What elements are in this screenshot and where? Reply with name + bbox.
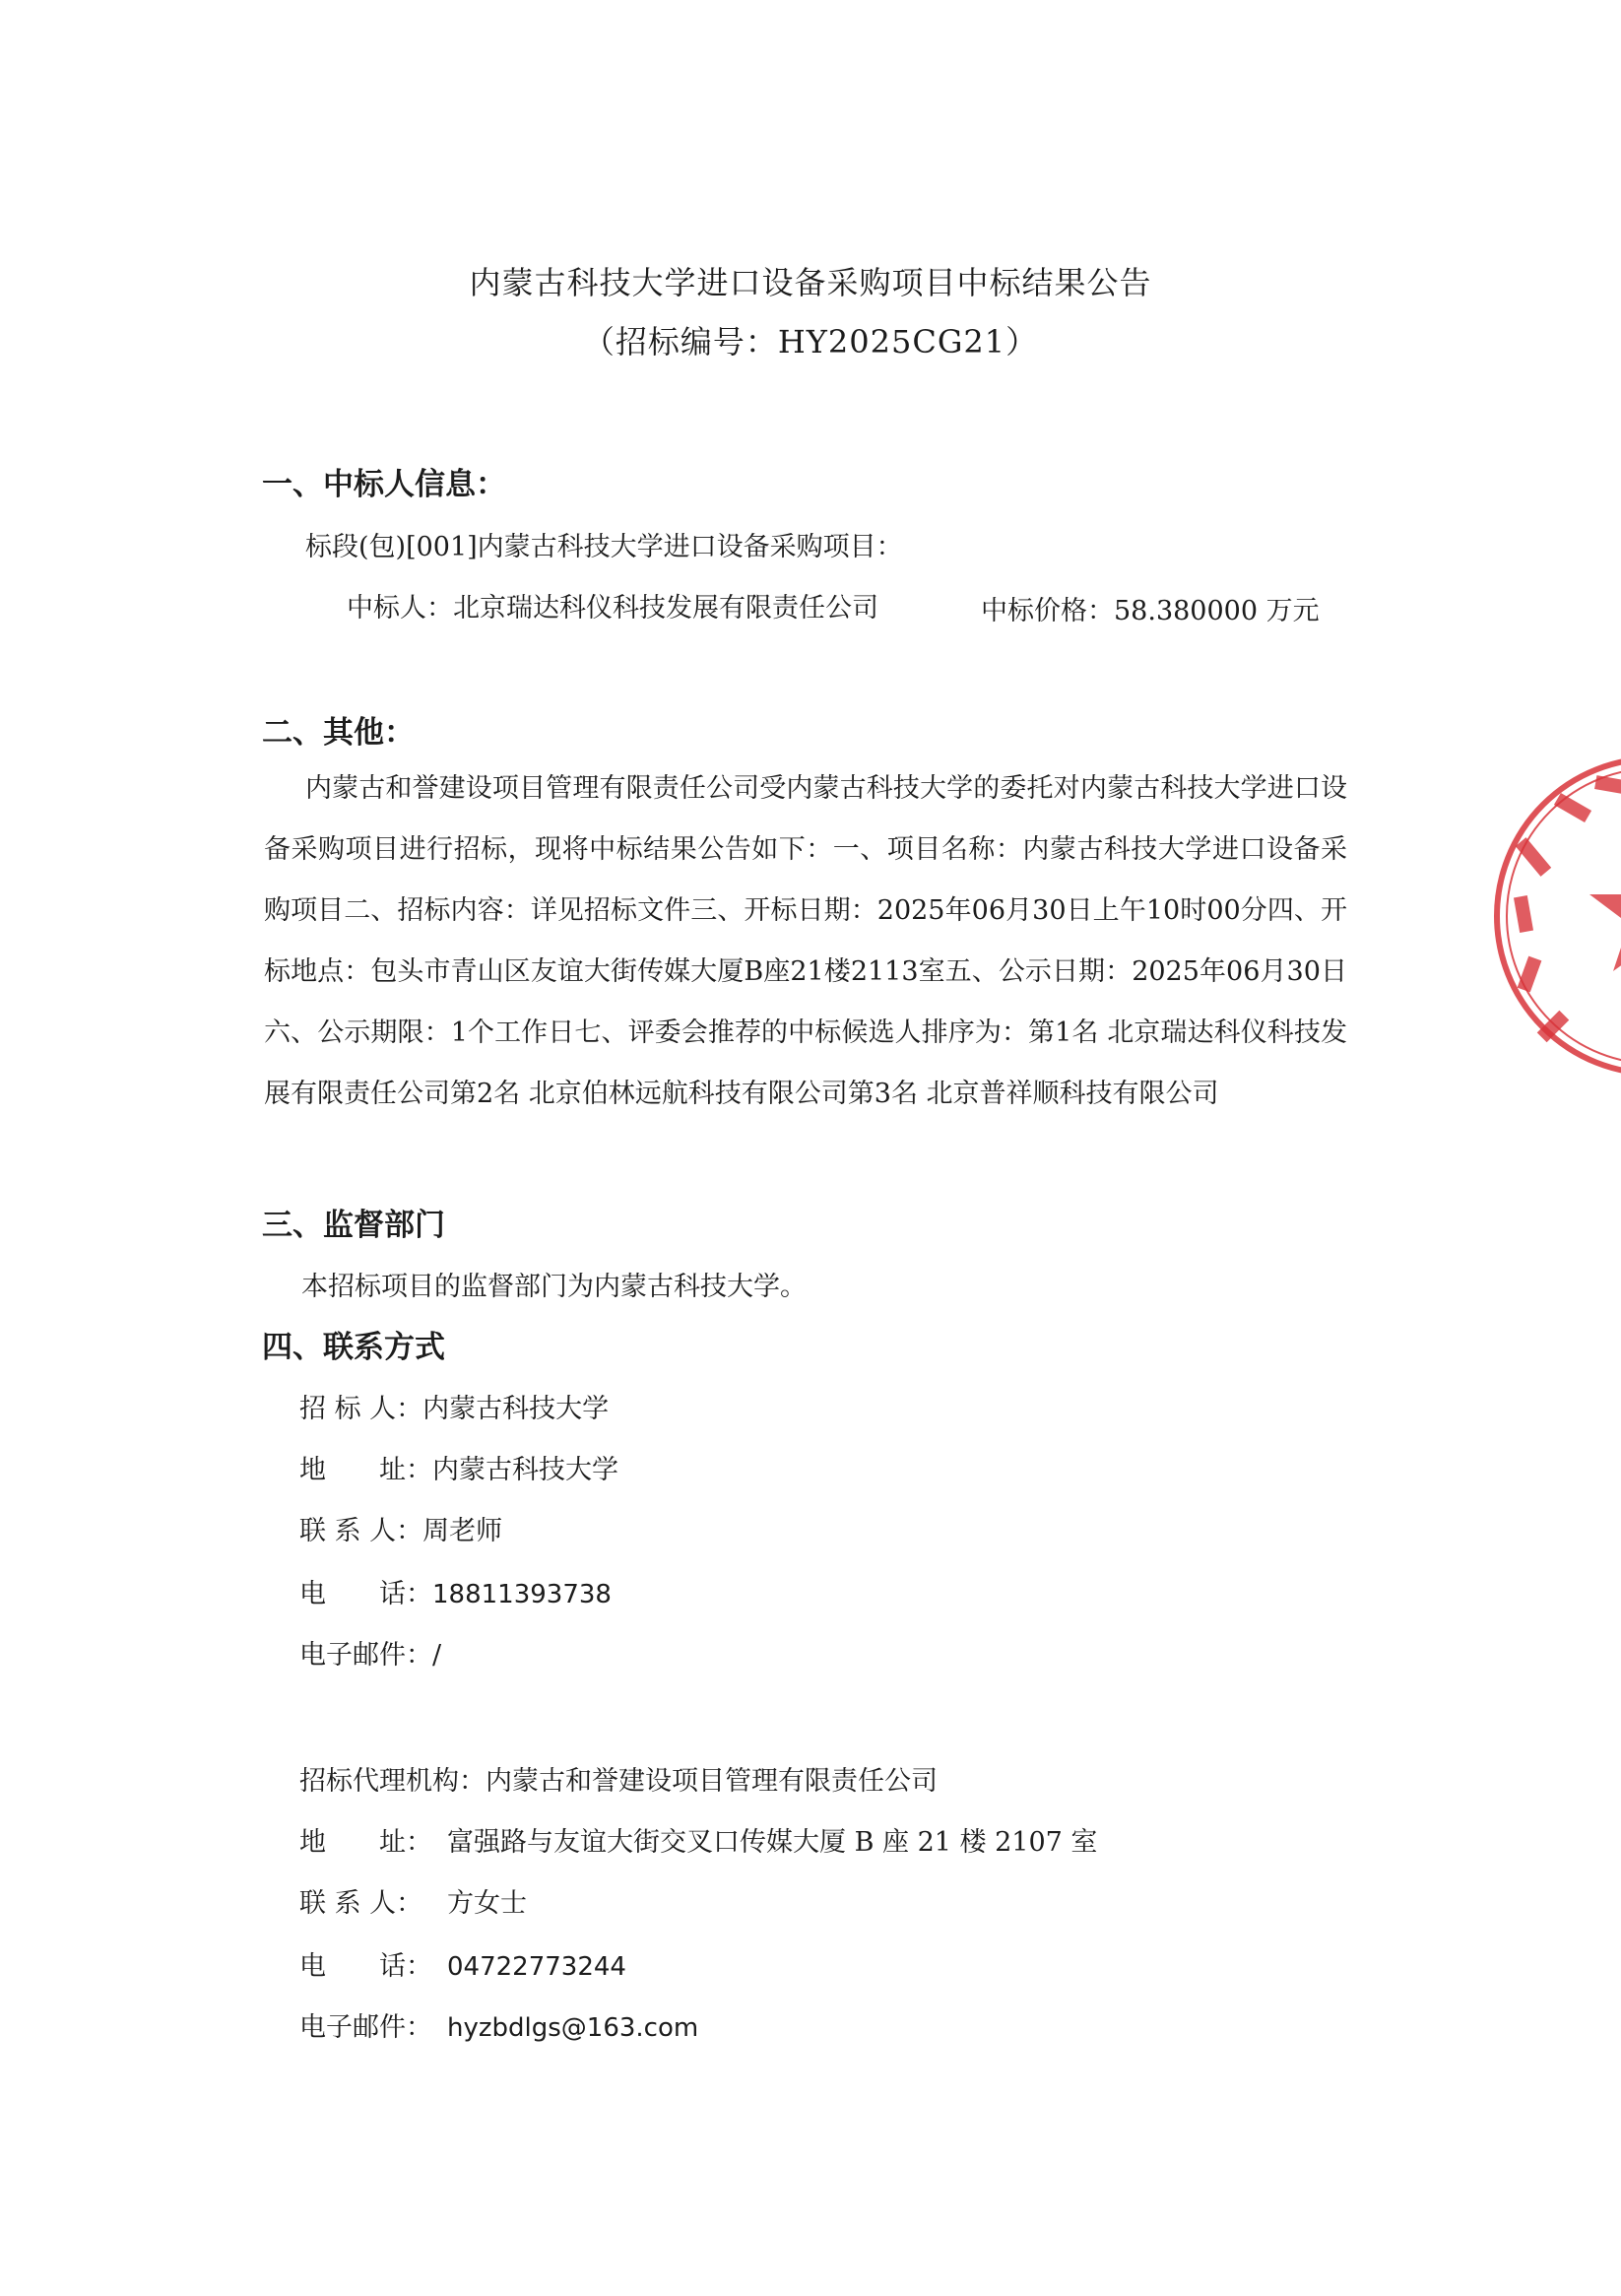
tenderer-address-row [299, 1448, 618, 1486]
contact-value: 富强路与友谊大街交叉口传媒大厦 B 座 21 楼 2107 室 [447, 1827, 1098, 1858]
agency-email-row [299, 2005, 698, 2044]
contact-label: 电子邮件： [299, 2012, 432, 2043]
contact-label: 电 话： [299, 1579, 432, 1609]
contact-label: 电子邮件： [299, 1640, 432, 1671]
contact-label: 地 址： [299, 1455, 432, 1485]
contact-value: 内蒙古和誉建设项目管理有限责任公司 [486, 1766, 938, 1797]
price-line [981, 589, 1320, 627]
lot-line: 标段(包)[001]内蒙古科技大学进口设备采购项目： [305, 532, 903, 562]
red-seal-stamp [1477, 729, 1621, 1103]
agency-address-row [299, 1820, 1097, 1859]
contact-value: 内蒙古科技大学 [422, 1394, 610, 1424]
contact-value: 04722773244 [447, 1952, 626, 1982]
page-subtitle: （招标编号：HY2025CG21） [582, 323, 1039, 361]
contact-value: 周老师 [422, 1516, 503, 1546]
contact-value: 方女士 [447, 1888, 527, 1919]
section3-body: 本招标项目的监督部门为内蒙古科技大学。 [301, 1272, 807, 1302]
contact-value: 18811393738 [432, 1580, 612, 1609]
contact-value: / [432, 1640, 442, 1671]
tenderer-phone-row [299, 1572, 612, 1610]
contact-value: hyzbdlgs@163.com [447, 2013, 699, 2043]
tenderer-contact-row [299, 1509, 502, 1547]
tenderer-row [299, 1387, 609, 1425]
page-title: 内蒙古科技大学进口设备采购项目中标结果公告 [469, 264, 1152, 301]
contact-label: 电 话： [299, 1951, 432, 1982]
winner-line [347, 586, 878, 624]
section2-heading: 二、其他： [262, 715, 415, 751]
price-value: 58.380000 万元 [1114, 596, 1320, 626]
section3-heading: 三、监督部门 [262, 1208, 445, 1243]
price-label: 中标价格： [981, 596, 1114, 626]
tenderer-email-row [299, 1633, 441, 1672]
contact-label: 招 标 人： [299, 1394, 423, 1424]
section1-heading: 一、中标人信息： [262, 467, 506, 502]
winner-label: 中标人： [347, 593, 453, 623]
section4-heading: 四、联系方式 [262, 1330, 445, 1365]
contact-value: 内蒙古科技大学 [432, 1455, 618, 1485]
contact-label: 招标代理机构： [299, 1766, 486, 1797]
agency-row [299, 1759, 938, 1798]
agency-contact-row [299, 1881, 527, 1920]
winner-name: 北京瑞达科仪科技发展有限责任公司 [453, 593, 878, 623]
agency-phone-row [299, 1944, 626, 1983]
contact-label: 联 系 人： [299, 1888, 423, 1919]
contact-label: 地 址： [299, 1827, 432, 1858]
contact-label: 联 系 人： [299, 1516, 423, 1546]
section2-body: 内蒙古和誉建设项目管理有限责任公司受内蒙古科技大学的委托对内蒙古科技大学进口设备采购项目进行招标，现将中标结果公告如下：一、项目名称：内蒙古科技大学进口设备采购项目二、招标内容：详见招标文件三、开标日期：2025年06月30日上午10时00分四、开标地点：包头市青山区友谊大街传媒大厦B座21楼2113室五、公示日期：2025年06月30日六、公示期限：1个工作日七、评委会推荐的中标候选人排序为：第1名 北京瑞达科仪科技发展有限责任公司第2名 北京伯林远航科技有限公司第3名 北京普祥顺科技有限公司 [264, 773, 1347, 1109]
